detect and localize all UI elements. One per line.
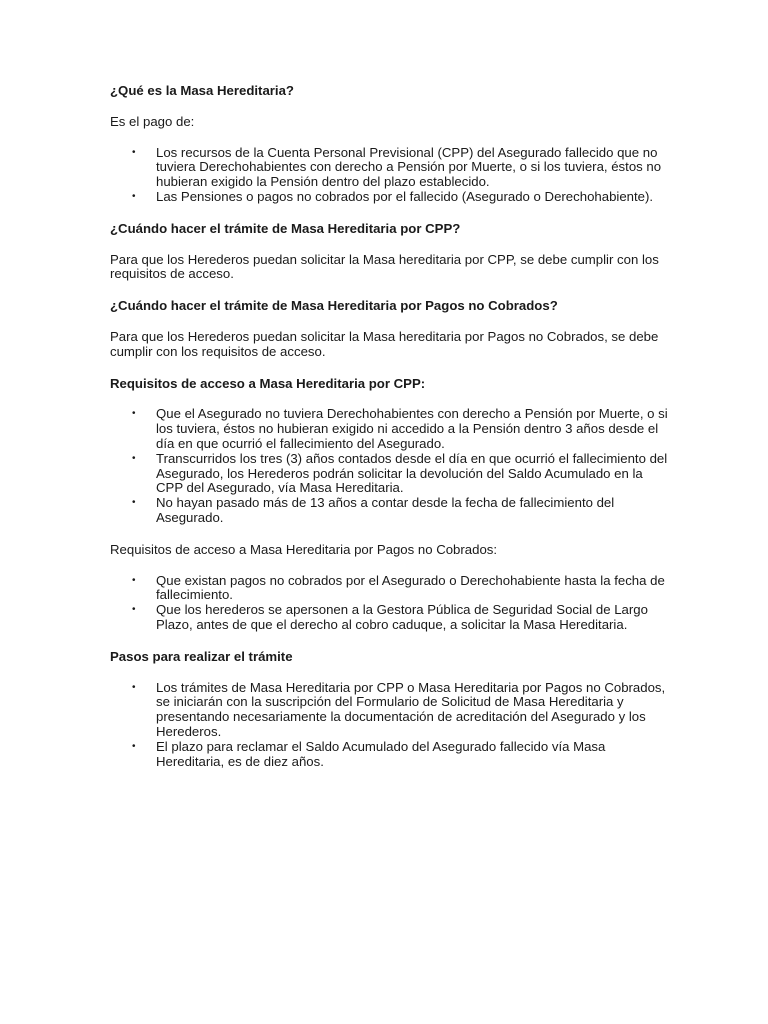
paragraph-when-cpp: Para que los Herederos puedan solicitar la Masa hereditaria por CPP, se debe cumplir con los requisitos de acceso. [110,251,659,282]
section-heading-steps: Pasos para realizar el trámite [110,648,293,664]
bullet-icon: • [132,190,136,202]
list-item: • Los recursos de la Cuenta Personal Previsional (CPP) del Asegurado fallecido que no tuviera Derechohabientes con derecho a Pensión por Muerte, o si los tuviera, éstos no hubieran exigido la Pensión dentro del plazo establecido. [132,144,662,190]
bullet-icon: • [132,497,136,509]
list-item: • Que el Asegurado no tuviera Derechohabientes con derecho a Pensión por Muerte, o si los tuviera, éstos no hubieran exigido ni accedido a la Pensión dentro 3 años desde el día en que ocurrió el fallecimiento del Asegurado. [132,406,668,451]
bullet-icon: • [132,740,136,752]
list-item: • Las Pensiones o pagos no cobrados por el fallecido (Asegurado o Derechohabiente). [132,188,654,204]
paragraph-when-unpaid: Para que los Herederos puedan solicitar la Masa hereditaria por Pagos no Cobrados, se debe cumplir con los requisitos de acceso. [110,328,659,359]
bullet-icon: • [132,574,136,586]
bullet-icon: • [132,452,136,464]
bullet-list-requirements-cpp [110,407,670,525]
section-heading-requirements-cpp: Requisitos de acceso a Masa Hereditaria por CPP: [110,375,426,391]
list-item: • Que los herederos se apersonen a la Gestora Pública de Seguridad Social de Largo Plazo, antes de que el derecho al cobro caduque, a solicitar la Masa Hereditaria. [132,602,648,632]
section-heading-when-cpp: ¿Cuándo hacer el trámite de Masa Hereditaria por CPP? [110,220,461,236]
bullet-list-requirements-unpaid [110,574,670,633]
list-item: • El plazo para reclamar el Saldo Acumulado del Asegurado fallecido vía Masa Hereditaria, es de diez años. [132,738,606,769]
section-heading-requirements-unpaid: Requisitos de acceso a Masa Hereditaria por Pagos no Cobrados: [110,541,498,557]
list-item: • Los trámites de Masa Hereditaria por CPP o Masa Hereditaria por Pagos no Cobrados, se iniciarán con la suscripción del Formulario de Solicitud de Masa Hereditaria y presentando necesariamente la documentación de acreditación del Asegurado y los Herederos. [132,679,666,739]
bullet-icon: • [132,408,136,420]
bullet-icon: • [132,681,136,693]
bullet-list-steps [110,681,670,770]
list-item: • Que existan pagos no cobrados por el Asegurado o Derechohabiente hasta la fecha de fallecimiento. [132,572,665,603]
bullet-icon: • [132,146,136,158]
section-heading-when-unpaid: ¿Cuándo hacer el trámite de Masa Hereditaria por Pagos no Cobrados? [110,298,558,314]
bullet-icon: • [132,604,136,616]
section-heading-what-is: ¿Qué es la Masa Hereditaria? [110,83,294,98]
list-item: • No hayan pasado más de 13 años a contar desde la fecha de fallecimiento del Asegurado. [132,495,615,525]
document-page [110,84,670,769]
intro-text: Es el pago de: [110,113,195,129]
list-item: • Transcurridos los tres (3) años contados desde el día en que ocurrió el fallecimiento del Asegurado, los Herederos podrán solicitar la devolución del Saldo Acumulado en la CPP del Asegurado, vía Masa Hereditaria. [132,450,668,496]
bullet-list-what-is [110,146,670,205]
